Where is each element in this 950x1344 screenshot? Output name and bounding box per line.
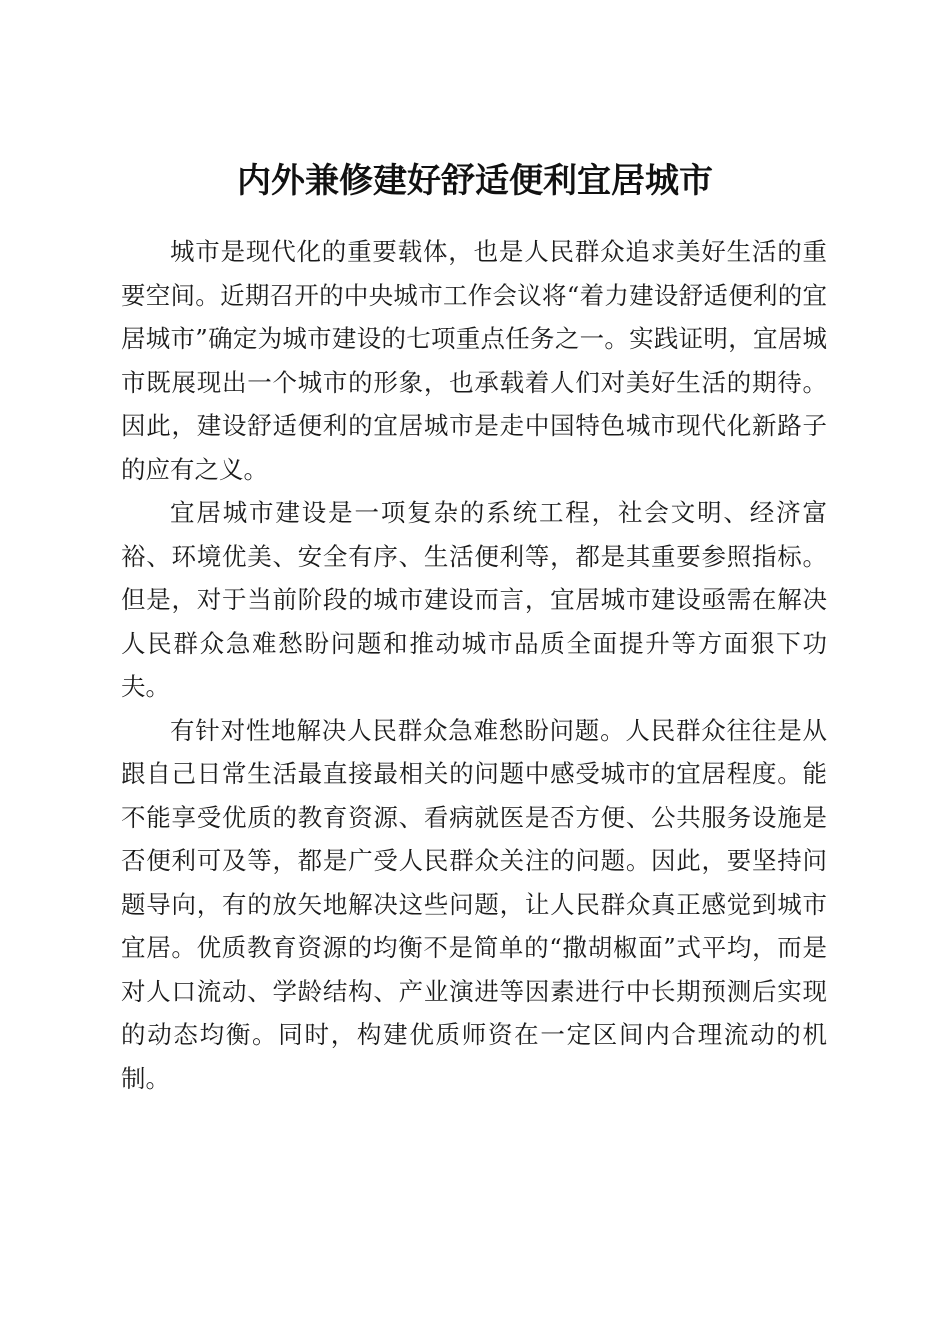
paragraph-2: 宜居城市建设是一项复杂的系统工程，社会文明、经济富裕、环境优美、安全有序、生活便利等，都是其重要参照指标。但是，对于当前阶段的城市建设而言，宜居城市建设亟需在解决人民群众急难愁盼问题和推动城市品质全面提升等方面狠下功夫。 — [121, 498, 827, 701]
paragraph-3: 有针对性地解决人民群众急难愁盼问题。人民群众往往是从跟自己日常生活最直接最相关的问题中感受城市的宜居程度。能不能享受优质的教育资源、看病就医是否方便、公共服务设施是否便利可及等，都是广受人民群众关注的问题。因此，要坚持问题导向，有的放矢地解决这些问题，让人民群众真正感觉到城市宜居。优质教育资源的均衡不是简单的“撒胡椒面”式平均，而是对人口流动、学龄结构、产业演进等因素进行中长期预测后实现的动态均衡。同时，构建优质师资在一定区间内合理流动的机制。 — [121, 715, 827, 1093]
document-body — [121, 230, 827, 1100]
document-title: 内外兼修建好舒适便利宜居城市 — [237, 160, 713, 201]
paragraph-1: 城市是现代化的重要载体，也是人民群众追求美好生活的重要空间。近期召开的中央城市工作会议将“着力建设舒适便利的宜居城市”确定为城市建设的七项重点任务之一。实践证明，宜居城市既展现出一个城市的形象，也承载着人们对美好生活的期待。因此，建设舒适便利的宜居城市是走中国特色城市现代化新路子的应有之义。 — [121, 237, 827, 484]
